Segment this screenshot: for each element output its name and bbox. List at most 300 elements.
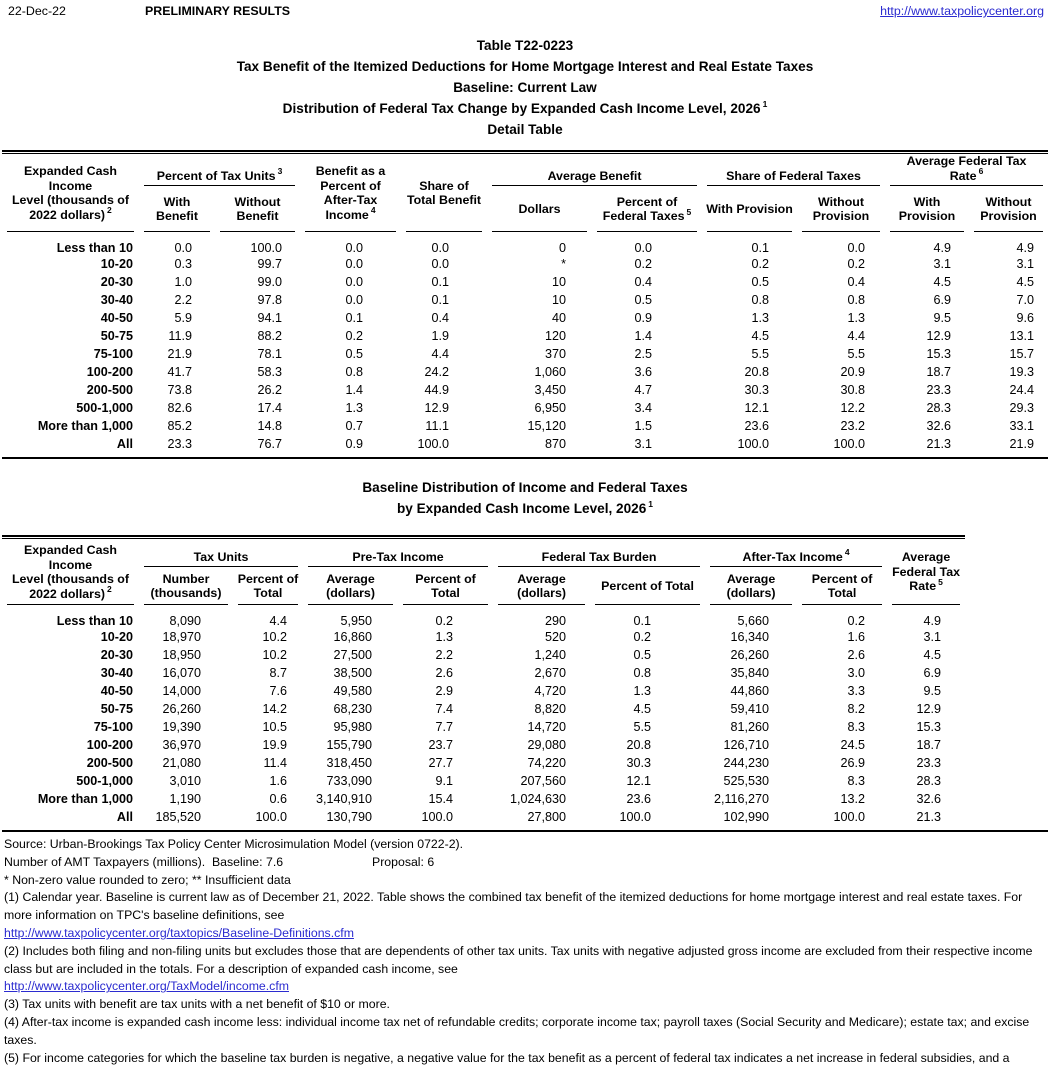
value-cell: 0.4 xyxy=(847,275,866,289)
value-cell: 16,860 xyxy=(333,630,373,644)
value-cell: 130,790 xyxy=(326,810,373,824)
value-cell: 21.9 xyxy=(1009,437,1035,451)
value-cell: 8.2 xyxy=(847,702,866,716)
value-cell: 19.3 xyxy=(1009,365,1035,379)
value-cell: 7.0 xyxy=(1016,293,1035,307)
table-row xyxy=(2,399,1048,417)
value-cell: 16,340 xyxy=(730,630,770,644)
col-header-average-dollars: Average (dollars) xyxy=(493,567,590,605)
value-cell: 4.5 xyxy=(751,329,770,343)
value-cell: 9.6 xyxy=(1016,311,1035,325)
value-cell: 1,190 xyxy=(169,792,201,806)
value-cell: 8,820 xyxy=(534,702,567,716)
value-cell: 733,090 xyxy=(326,774,373,788)
value-cell: 23.6 xyxy=(626,792,652,806)
table-row xyxy=(2,327,1048,345)
col-header-share-of-total-benefit: Share of Total Benefit xyxy=(401,154,487,232)
value-cell: 870 xyxy=(544,437,566,451)
value-cell: 120 xyxy=(544,329,566,343)
value-cell: 0.0 xyxy=(847,241,866,255)
value-cell: 38,500 xyxy=(333,666,373,680)
value-cell: 15,120 xyxy=(527,419,566,433)
value-cell: 0.1 xyxy=(431,293,449,307)
income-level-cell: More than 1,000 xyxy=(37,419,133,433)
table-row xyxy=(2,808,965,826)
value-cell: 1,240 xyxy=(534,648,567,662)
value-cell: 6.9 xyxy=(923,666,942,680)
income-level-cell: Less than 10 xyxy=(56,241,133,255)
value-cell: 1.3 xyxy=(751,311,770,325)
table-row xyxy=(2,754,965,772)
table-row xyxy=(2,736,965,754)
value-cell: 12.1 xyxy=(626,774,652,788)
col-header-share-without-provision: Without Provision xyxy=(797,186,885,232)
col-header-income-level: Expanded Cash Income Level (thousands of 2022 dollars) $^2$ xyxy=(2,539,139,605)
footnote-marker: 4 xyxy=(844,547,850,558)
footnote-marker: 3 xyxy=(277,166,283,177)
table-row xyxy=(2,646,965,664)
income-level-cell: 100-200 xyxy=(86,365,133,379)
income-level-cell: 75-100 xyxy=(93,347,133,361)
income-level-cell: 10-20 xyxy=(100,257,133,271)
value-cell: 14.2 xyxy=(262,702,288,716)
value-cell: 20.8 xyxy=(626,738,652,752)
footnote-3: (3) Tax units with benefit are tax units with a net benefit of $10 or more. xyxy=(4,997,390,1012)
value-cell: 1.0 xyxy=(174,275,192,289)
table-row xyxy=(2,273,1048,291)
table-row xyxy=(2,718,965,736)
value-cell: 0.0 xyxy=(345,241,363,255)
col-header-rate-without-provision: Without Provision xyxy=(969,186,1048,232)
col-group-federal-tax-burden: Federal Tax Burden xyxy=(493,539,705,567)
value-cell: 44.9 xyxy=(424,383,449,397)
table-row xyxy=(2,682,965,700)
top-bar xyxy=(0,0,1050,18)
value-cell: 2.6 xyxy=(435,666,454,680)
table-row xyxy=(2,772,965,790)
value-cell: 0.8 xyxy=(847,293,866,307)
value-cell: 78.1 xyxy=(257,347,282,361)
value-cell: 29,080 xyxy=(527,738,567,752)
value-cell: 7.4 xyxy=(435,702,454,716)
value-cell: 8.3 xyxy=(847,774,866,788)
value-cell: 0.1 xyxy=(431,275,449,289)
value-cell: 19,390 xyxy=(162,720,201,734)
value-cell: 26,260 xyxy=(162,702,201,716)
source-note: Source: Urban-Brookings Tax Policy Center Microsimulation Model (version 0722-2). xyxy=(4,837,464,851)
footnote-marker: 5 xyxy=(686,206,692,217)
value-cell: 100.0 xyxy=(619,810,652,824)
income-level-cell: 75-100 xyxy=(93,720,133,734)
value-cell: 30.3 xyxy=(626,756,652,770)
table-row xyxy=(2,605,965,628)
footnote-1: (1) Calendar year. Baseline is current law as of December 21, 2022. Table shows the combined tax benefit of the itemized deductions for home mortgage interest and real estate taxes. For more information on TPC's baseline definitions, see xyxy=(4,890,1023,923)
table-row xyxy=(2,255,1048,273)
value-cell: 3.3 xyxy=(847,684,866,698)
income-level-cell: 100-200 xyxy=(86,738,133,752)
value-cell: 23.3 xyxy=(926,383,952,397)
value-cell: 28.3 xyxy=(916,774,942,788)
value-cell: 4.5 xyxy=(1016,275,1035,289)
value-cell: 0.8 xyxy=(751,293,770,307)
preliminary-results-label: PRELIMINARY RESULTS xyxy=(145,4,291,18)
value-cell: 21.3 xyxy=(916,810,942,824)
value-cell: * xyxy=(561,257,566,271)
value-cell: 5.5 xyxy=(633,720,652,734)
value-cell: 0 xyxy=(558,241,566,255)
value-cell: 33.1 xyxy=(1009,419,1035,433)
footnote-2: (2) Includes both filing and non-filing units but excludes those that are dependents of other tax units. Tax units with negative adjusted gross income are excluded from their respective income class but are included in the totals. For a description of expanded cash income, see xyxy=(4,943,1033,976)
value-cell: 11.1 xyxy=(425,419,449,433)
col-group-after-tax-income: After-Tax Income $^4$ xyxy=(705,539,887,567)
value-cell: 15.3 xyxy=(926,347,952,361)
value-cell: 1,024,630 xyxy=(510,792,567,806)
income-level-cell: 500-1,000 xyxy=(76,774,133,788)
table-row xyxy=(2,664,965,682)
table1-bottom-rule xyxy=(2,457,1048,459)
value-cell: 0.0 xyxy=(174,241,192,255)
value-cell: 24.4 xyxy=(1009,383,1035,397)
footnote-marker: 1 xyxy=(762,99,768,110)
value-cell: 4.4 xyxy=(431,347,449,361)
value-cell: 14,000 xyxy=(162,684,201,698)
value-cell: 4.4 xyxy=(269,614,288,628)
income-definition-link[interactable]: http://www.taxpolicycenter.org/TaxModel/income.cfm xyxy=(4,979,289,994)
value-cell: 21.9 xyxy=(167,347,192,361)
value-cell: 0.0 xyxy=(634,241,653,255)
value-cell: 126,710 xyxy=(723,738,770,752)
value-cell: 1.6 xyxy=(847,630,866,644)
value-cell: 95,980 xyxy=(333,720,373,734)
footnotes xyxy=(2,832,1048,1067)
value-cell: 15.3 xyxy=(916,720,942,734)
value-cell: 18.7 xyxy=(916,738,942,752)
value-cell: 12.2 xyxy=(840,401,866,415)
value-cell: 23.3 xyxy=(916,756,942,770)
value-cell: 94.1 xyxy=(257,311,282,325)
value-cell: 0.0 xyxy=(345,275,363,289)
value-cell: 0.3 xyxy=(174,257,192,271)
value-cell: 5.5 xyxy=(751,347,770,361)
value-cell: 44,860 xyxy=(730,684,770,698)
value-cell: 0.7 xyxy=(345,419,363,433)
table-title: Tax Benefit of the Itemized Deductions for Home Mortgage Interest and Real Estate Taxes xyxy=(236,59,814,74)
footnote-marker: 2 xyxy=(107,584,112,595)
value-cell: 8.7 xyxy=(269,666,288,680)
value-cell: 0.1 xyxy=(345,311,363,325)
income-level-cell: More than 1,000 xyxy=(37,792,133,806)
baseline-definitions-link[interactable]: http://www.taxpolicycenter.org/taxtopics/Baseline-Definitions.cfm xyxy=(4,925,354,940)
col-header-income-level: Expanded Cash Income Level (thousands of 2022 dollars) $^2$ xyxy=(2,154,139,232)
value-cell: 0.1 xyxy=(751,241,770,255)
value-cell: 35,840 xyxy=(730,666,770,680)
value-cell: 26,260 xyxy=(730,648,770,662)
tax-change-table xyxy=(2,154,1048,453)
value-cell: 290 xyxy=(545,614,567,628)
value-cell: 40 xyxy=(551,311,566,325)
value-cell: 3,450 xyxy=(534,383,566,397)
value-cell: 12.1 xyxy=(744,401,770,415)
value-cell: 18,970 xyxy=(162,630,201,644)
value-cell: 4.5 xyxy=(933,275,952,289)
income-level-cell: 200-500 xyxy=(86,756,133,770)
value-cell: 13.1 xyxy=(1009,329,1035,343)
value-cell: 11.4 xyxy=(263,756,288,770)
value-cell: 2.5 xyxy=(634,347,653,361)
col-header-percent-of-federal-taxes: Percent of Federal Taxes $^5$ xyxy=(592,186,702,232)
value-cell: 100.0 xyxy=(255,810,288,824)
value-cell: 21.3 xyxy=(926,437,952,451)
value-cell: 59,410 xyxy=(730,702,770,716)
value-cell: 0.5 xyxy=(751,275,770,289)
col-group-percent-of-tax-units: Percent of Tax Units $^3$ xyxy=(139,154,300,186)
taxpolicycenter-link[interactable]: http://www.taxpolicycenter.org xyxy=(880,4,1044,18)
value-cell: 99.7 xyxy=(257,257,282,271)
legend-note: * Non-zero value rounded to zero; ** Insufficient data xyxy=(4,872,291,887)
value-cell: 99.0 xyxy=(257,275,282,289)
value-cell: 100.0 xyxy=(833,437,866,451)
value-cell: 4.7 xyxy=(634,383,653,397)
value-cell: 0.2 xyxy=(847,257,866,271)
col-header-without-benefit: Without Benefit xyxy=(215,186,300,232)
value-cell: 370 xyxy=(544,347,566,361)
table2-title-block xyxy=(2,477,1048,519)
value-cell: 41.7 xyxy=(167,365,192,379)
value-cell: 0.5 xyxy=(345,347,363,361)
value-cell: 4.5 xyxy=(923,648,942,662)
value-cell: 0.8 xyxy=(345,365,363,379)
value-cell: 3,010 xyxy=(169,774,201,788)
value-cell: 27.7 xyxy=(428,756,454,770)
value-cell: 0.2 xyxy=(751,257,770,271)
table2-title-line1: Baseline Distribution of Income and Federal Taxes xyxy=(362,480,688,495)
table-row xyxy=(2,417,1048,435)
value-cell: 15.7 xyxy=(1009,347,1035,361)
income-level-cell: 30-40 xyxy=(100,293,133,307)
value-cell: 1.4 xyxy=(345,383,363,397)
amt-proposal: Proposal: 6 xyxy=(372,854,435,869)
value-cell: 4,720 xyxy=(534,684,567,698)
value-cell: 27,800 xyxy=(527,810,567,824)
table-row xyxy=(2,435,1048,453)
value-cell: 2,116,270 xyxy=(713,792,770,806)
income-level-cell: 20-30 xyxy=(100,648,133,662)
col-header-average-dollars: Average (dollars) xyxy=(705,567,797,605)
value-cell: 27,500 xyxy=(333,648,373,662)
value-cell: 1.3 xyxy=(633,684,652,698)
value-cell: 0.1 xyxy=(633,614,652,628)
col-header-average-dollars: Average (dollars) xyxy=(303,567,398,605)
value-cell: 0.8 xyxy=(633,666,652,680)
value-cell: 18.7 xyxy=(926,365,952,379)
value-cell: 6.9 xyxy=(933,293,952,307)
col-group-pre-tax-income: Pre-Tax Income xyxy=(303,539,493,567)
value-cell: 3.1 xyxy=(933,257,952,271)
value-cell: 0.0 xyxy=(431,241,449,255)
value-cell: 5.9 xyxy=(174,311,192,325)
value-cell: 14.8 xyxy=(257,419,282,433)
value-cell: 10 xyxy=(551,293,566,307)
distribution-label: Distribution of Federal Tax Change by Expanded Cash Income Level, 2026 $^1$ xyxy=(282,99,768,116)
value-cell: 21,080 xyxy=(162,756,201,770)
table-row xyxy=(2,381,1048,399)
value-cell: 0.2 xyxy=(847,614,866,628)
value-cell: 8.3 xyxy=(847,720,866,734)
value-cell: 2,670 xyxy=(534,666,567,680)
value-cell: 23.2 xyxy=(840,419,866,433)
value-cell: 4.9 xyxy=(933,241,952,255)
value-cell: 0.9 xyxy=(345,437,363,451)
value-cell: 3.1 xyxy=(634,437,653,451)
income-level-cell: 40-50 xyxy=(100,311,133,325)
table-row xyxy=(2,291,1048,309)
col-header-percent-of-total: Percent of Total xyxy=(590,567,705,605)
col-header-percent-of-total: Percent of Total xyxy=(233,567,303,605)
value-cell: 9.1 xyxy=(435,774,454,788)
value-cell: 10 xyxy=(551,275,566,289)
table2-title-line2: by Expanded Cash Income Level, 2026 $^1$ xyxy=(396,499,654,516)
value-cell: 26.9 xyxy=(840,756,866,770)
value-cell: 73.8 xyxy=(167,383,192,397)
value-cell: 520 xyxy=(545,630,567,644)
value-cell: 3.6 xyxy=(634,365,653,379)
value-cell: 0.5 xyxy=(634,293,653,307)
value-cell: 24.5 xyxy=(840,738,866,752)
col-header-number-thousands: Number (thousands) xyxy=(139,567,233,605)
value-cell: 6,950 xyxy=(534,401,566,415)
value-cell: 82.6 xyxy=(167,401,192,415)
value-cell: 0.0 xyxy=(345,257,363,271)
income-level-cell: 500-1,000 xyxy=(76,401,133,415)
title-block xyxy=(0,35,1050,140)
value-cell: 2.6 xyxy=(847,648,866,662)
value-cell: 5,950 xyxy=(340,614,373,628)
table-row xyxy=(2,309,1048,327)
value-cell: 0.2 xyxy=(633,630,652,644)
income-level-cell: 10-20 xyxy=(100,630,133,644)
col-header-percent-of-total: Percent of Total xyxy=(797,567,887,605)
table-row xyxy=(2,363,1048,381)
value-cell: 1.9 xyxy=(431,329,449,343)
table-number: Table T22-0223 xyxy=(476,38,574,53)
value-cell: 81,260 xyxy=(730,720,770,734)
value-cell: 26.2 xyxy=(257,383,282,397)
value-cell: 0.5 xyxy=(633,648,652,662)
col-group-share-of-federal-taxes: Share of Federal Taxes xyxy=(702,154,885,186)
value-cell: 3.4 xyxy=(634,401,653,415)
col-header-percent-of-total: Percent of Total xyxy=(398,567,493,605)
value-cell: 1.6 xyxy=(269,774,288,788)
value-cell: 0.0 xyxy=(431,257,449,271)
value-cell: 32.6 xyxy=(916,792,942,806)
value-cell: 20.9 xyxy=(840,365,866,379)
value-cell: 68,230 xyxy=(333,702,373,716)
income-level-cell: All xyxy=(116,810,133,824)
value-cell: 100.0 xyxy=(737,437,770,451)
value-cell: 525,530 xyxy=(723,774,770,788)
value-cell: 100.0 xyxy=(417,437,449,451)
value-cell: 9.5 xyxy=(923,684,942,698)
value-cell: 244,230 xyxy=(723,756,770,770)
value-cell: 76.7 xyxy=(257,437,282,451)
value-cell: 0.2 xyxy=(345,329,363,343)
detail-table-label: Detail Table xyxy=(487,122,563,137)
value-cell: 88.2 xyxy=(257,329,282,343)
value-cell: 1.3 xyxy=(847,311,866,325)
value-cell: 15.4 xyxy=(428,792,454,806)
footnote-marker: 4 xyxy=(370,205,376,216)
value-cell: 4.4 xyxy=(847,329,866,343)
value-cell: 16,070 xyxy=(162,666,201,680)
value-cell: 100.0 xyxy=(250,241,282,255)
footnote-5: (5) For income categories for which the baseline tax burden is negative, a negative value for the tax benefit as a percent of federal tax indicates a net increase in federal subsidies, and a xyxy=(4,1050,1010,1065)
table-row xyxy=(2,790,965,808)
value-cell: 1.3 xyxy=(435,630,454,644)
value-cell: 14,720 xyxy=(527,720,567,734)
value-cell: 12.9 xyxy=(916,702,942,716)
value-cell: 9.5 xyxy=(933,311,952,325)
col-group-tax-units: Tax Units xyxy=(139,539,303,567)
value-cell: 30.8 xyxy=(840,383,866,397)
col-header-rate-with-provision: With Provision xyxy=(885,186,969,232)
footnote-marker: 6 xyxy=(978,166,984,177)
value-cell: 1,060 xyxy=(534,365,566,379)
value-cell: 32.6 xyxy=(926,419,952,433)
value-cell: 20.8 xyxy=(744,365,770,379)
value-cell: 74,220 xyxy=(527,756,567,770)
col-group-average-benefit: Average Benefit xyxy=(487,154,702,186)
value-cell: 4.5 xyxy=(633,702,652,716)
baseline-label: Baseline: Current Law xyxy=(453,80,597,95)
value-cell: 4.9 xyxy=(923,614,942,628)
value-cell: 58.3 xyxy=(257,365,282,379)
amt-taxpayers-note: Number of AMT Taxpayers (millions). Baseline: 7.6 Proposal: 6 xyxy=(4,854,435,869)
value-cell: 85.2 xyxy=(167,419,192,433)
footnote-marker: 1 xyxy=(648,499,654,510)
value-cell: 13.2 xyxy=(840,792,866,806)
value-cell: 12.9 xyxy=(926,329,952,343)
value-cell: 0.4 xyxy=(634,275,653,289)
value-cell: 8,090 xyxy=(169,614,201,628)
income-level-cell: 30-40 xyxy=(100,666,133,680)
value-cell: 10.2 xyxy=(262,630,288,644)
value-cell: 5,660 xyxy=(737,614,770,628)
table-row xyxy=(2,628,965,646)
value-cell: 10.2 xyxy=(262,648,288,662)
value-cell: 11.9 xyxy=(168,329,192,343)
value-cell: 2.9 xyxy=(435,684,454,698)
value-cell: 4.9 xyxy=(1016,241,1035,255)
value-cell: 12.9 xyxy=(424,401,449,415)
value-cell: 0.0 xyxy=(345,293,363,307)
value-cell: 100.0 xyxy=(421,810,454,824)
value-cell: 49,580 xyxy=(333,684,373,698)
value-cell: 17.4 xyxy=(257,401,282,415)
footnote-marker: 5 xyxy=(938,577,943,588)
value-cell: 23.3 xyxy=(167,437,192,451)
value-cell: 24.2 xyxy=(424,365,449,379)
value-cell: 3.1 xyxy=(923,630,942,644)
col-header-with-benefit: With Benefit xyxy=(139,186,215,232)
value-cell: 0.2 xyxy=(435,614,454,628)
col-header-dollars: Dollars xyxy=(487,186,592,232)
report-date: 22-Dec-22 xyxy=(8,4,66,18)
footnote-4: (4) After-tax income is expanded cash income less: individual income tax net of refundable credits; corporate income tax; payroll taxes (Social Security and Medicare); estate tax; and excise taxes. xyxy=(4,1014,1030,1047)
value-cell: 28.3 xyxy=(926,401,952,415)
value-cell: 1.3 xyxy=(345,401,363,415)
income-level-cell: Less than 10 xyxy=(56,614,133,628)
value-cell: 102,990 xyxy=(723,810,770,824)
